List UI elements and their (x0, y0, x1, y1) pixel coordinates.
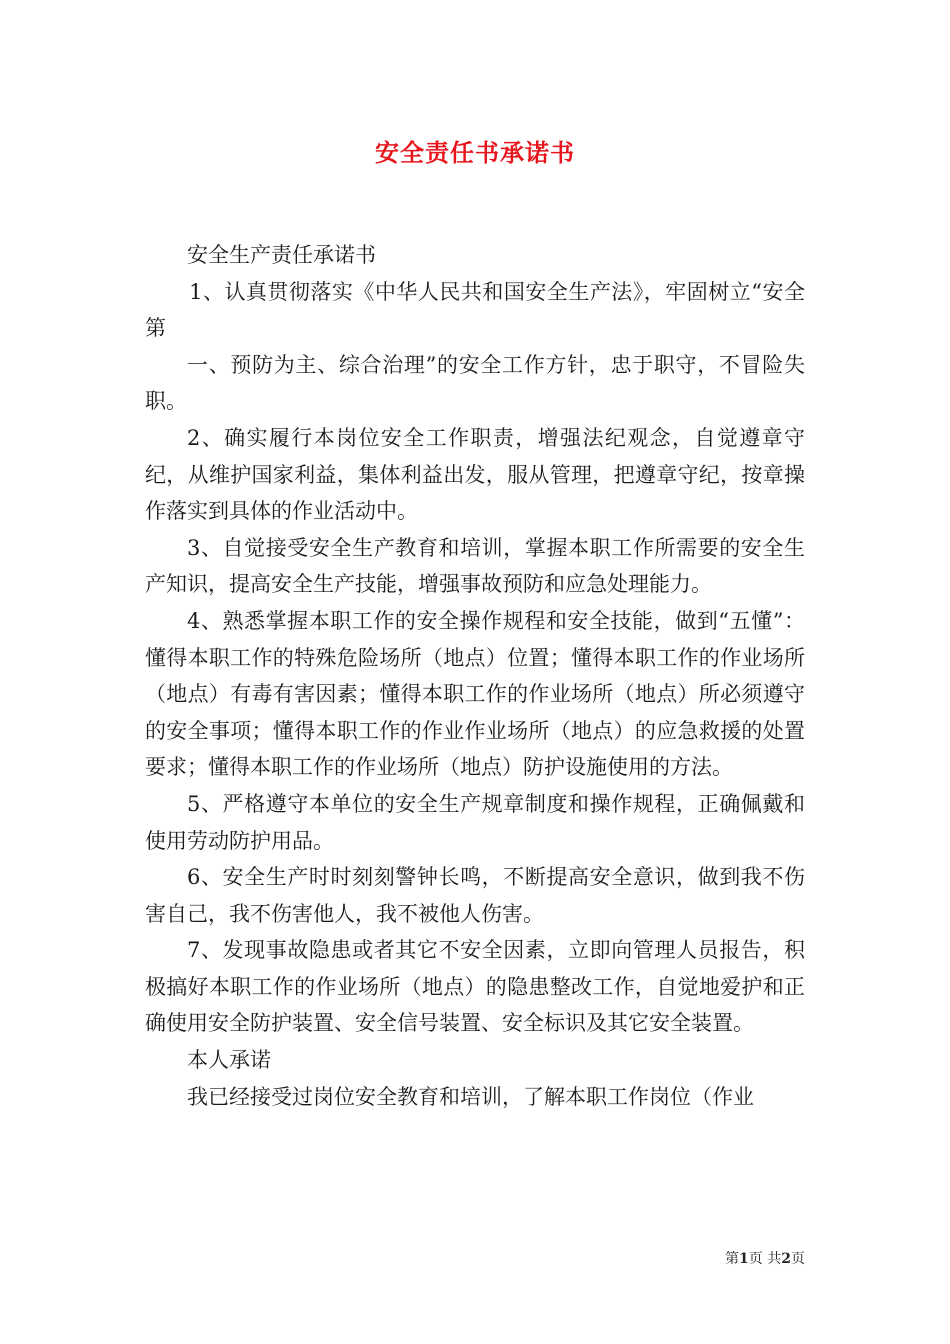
footer-prefix: 第 (725, 1251, 740, 1267)
paragraph-4: 4、熟悉掌握本职工作的安全操作规程和安全技能，做到“五懂”：懂得本职工作的特殊危险场所（地点）位置；懂得本职工作的作业场所（地点）有毒有害因素；懂得本职工作的作业场所（地点）所必须遵守的安全事项；懂得本职工作的作业作业场所（地点）的应急救援的处置要求；懂得本职工作的作业场所（地点）防护设施使用的方法。 (145, 608, 805, 780)
paragraph-2: 2、确实履行本岗位安全工作职责，增强法纪观念，自觉遵章守纪，从维护国家利益，集体利益出发，服从管理，把遵章守纪，按章操作落实到具体的作业活动中。 (145, 425, 805, 524)
total-pages-number: 2 (781, 1251, 791, 1267)
paragraph-6: 6、安全生产时时刻刻警钟长鸣，不断提高安全意识，做到我不伤害自己，我不伤害他人，我不被他人伤害。 (145, 865, 805, 926)
paragraph-7: 7、发现事故隐患或者其它不安全因素，立即向管理人员报告，积极搞好本职工作的作业场所（地点）的隐患整改工作，自觉地爱护和正确使用安全防护装置、安全信号装置、安全标识及其它安全装置。 (145, 938, 805, 1036)
paragraph-1-continued: 一、预防为主、综合治理”的安全工作方针，忠于职守，不冒险失职。 (145, 352, 805, 414)
paragraph-1: 1、认真贯彻落实《中华人民共和国安全生产法》，牢固树立“安全第 (145, 279, 805, 341)
commitment-heading: 本人承诺 (187, 1048, 271, 1073)
subtitle: 安全生产责任承诺书 (187, 243, 376, 267)
current-page-number: 1 (739, 1251, 749, 1267)
page-number-footer (725, 1248, 805, 1268)
footer-suffix: 页 (791, 1251, 805, 1267)
footer-middle: 页 共 (748, 1251, 782, 1267)
commitment-text: 我已经接受过岗位安全教育和培训，了解本职工作岗位（作业 (187, 1084, 754, 1109)
document-body (145, 237, 805, 1115)
paragraph-3: 3、自觉接受安全生产教育和培训，掌握本职工作所需要的安全生产知识，提高安全生产技能，增强事故预防和应急处理能力。 (145, 535, 805, 597)
paragraph-5: 5、严格遵守本单位的安全生产规章制度和操作规程，正确佩戴和使用劳动防护用品。 (145, 791, 805, 853)
document-title: 安全责任书承诺书 (375, 138, 575, 167)
